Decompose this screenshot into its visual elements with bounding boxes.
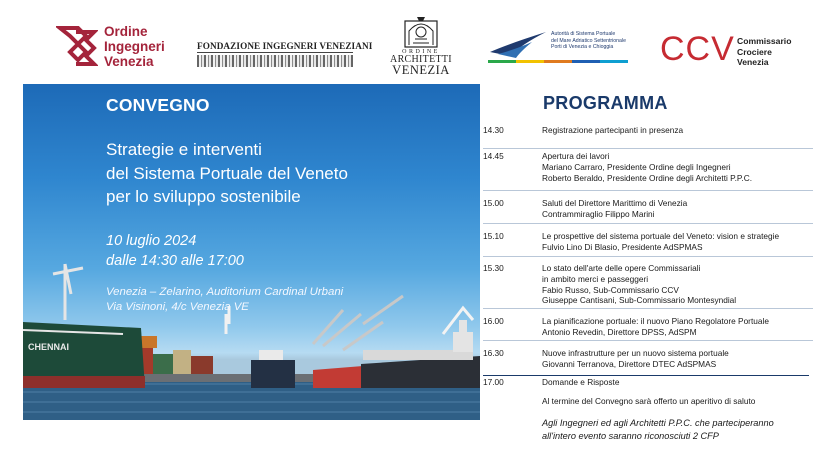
programme-item-line: Antonio Revedin, Direttore DPSS, AdSPM	[542, 326, 697, 337]
event-date-line-2: dalle 14:30 alle 17:00	[106, 253, 244, 269]
asp-color-bars	[488, 60, 628, 63]
programme-item-line: Le prospettive del sistema portuale del Veneto: vision e strategie	[542, 231, 780, 241]
logo-ordine-architetti-venezia	[390, 15, 452, 79]
cfp-note	[542, 417, 813, 443]
programme-final-label: Domande e Risposte	[542, 377, 620, 387]
programme-item	[483, 125, 813, 149]
event-title	[106, 138, 348, 209]
programme-item-line: Nuove infrastrutture per un nuovo sistema portuale	[542, 348, 729, 358]
ship-name-label: CHENNAI	[28, 342, 70, 352]
event-photo-panel	[23, 84, 480, 420]
programme-item	[483, 149, 813, 191]
programme-item-line: Lo stato dell'arte delle opere Commissariali	[542, 263, 701, 273]
programme-item-line: Saluti del Direttore Marittimo di Venezia	[542, 198, 688, 208]
programme-item-line: Roberto Beraldo, Presidente Ordine degli Architetti P.P.C.	[542, 172, 753, 183]
programme-item-line: Fabio Russo, Sub-Commissario CCV	[542, 284, 679, 295]
event-title-line-2: del Sistema Portuale del Veneto	[106, 163, 348, 183]
programme-item-time: 16.30	[483, 348, 504, 358]
fiv-text: FONDAZIONE INGEGNERI VENEZIANI	[197, 41, 373, 51]
programme-list	[483, 125, 813, 373]
oiv-line-2: Ingegneri	[104, 39, 165, 54]
programme-item	[483, 309, 813, 341]
logo-bar	[0, 0, 840, 84]
programme-final-time: 17.00	[483, 377, 504, 387]
programme-item-line: Giovanni Terranova, Direttore DTEC AdSPMAS	[542, 358, 717, 369]
event-title-line-3: per lo sviluppo sostenibile	[106, 187, 301, 206]
fiv-pattern-icon	[197, 55, 353, 67]
programme-divider	[483, 375, 809, 376]
programme-title: PROGRAMMA	[543, 93, 668, 113]
programme-item-line: Giuseppe Cantisani, Sub-Commissario Montesyndial	[542, 295, 737, 306]
ccv-line-1: Commissario	[737, 36, 792, 46]
asp-line-2: del Mare Adriatico Settentrionale	[551, 37, 626, 44]
cfp-line-1: Agli Ingegneri ed agli Architetti P.P.C. che parteciperanno	[542, 417, 774, 428]
logo-fondazione-ingegneri-veneziani	[197, 41, 373, 67]
harbour-scene-image	[23, 84, 480, 420]
logo-commissario-crociere-venezia	[660, 30, 800, 73]
ccv-line-2: Crociere	[737, 46, 772, 57]
ccv-acronym: CCV	[660, 30, 735, 68]
event-venue-line-1: Venezia – Zelarino, Auditorium Cardinal Urbani	[106, 286, 344, 298]
aperitivo-note: Al termine del Convegno sarà offerto un aperitivo di saluto	[542, 395, 756, 406]
programme-item	[483, 257, 813, 309]
programme-item-time: 15.30	[483, 263, 504, 273]
arch-line-2: ARCHITETTI	[390, 54, 452, 65]
programme-item-line: La pianificazione portuale: il nuovo Piano Regolatore Portuale	[542, 316, 769, 326]
arch-line-3: VENEZIA	[392, 63, 450, 77]
programme-item-line: Contrammiraglio Filippo Marini	[542, 208, 655, 219]
programme-item-line: in ambito merci e passeggeri	[542, 273, 649, 284]
event-venue	[106, 285, 343, 315]
programme-item-line: Registrazione partecipanti in presenza	[542, 125, 684, 135]
programme-item-line: Fulvio Lino Di Blasio, Presidente AdSPMAS	[542, 241, 703, 252]
programme-item-line: Mariano Carraro, Presidente Ordine degli Ingegneri	[542, 161, 731, 172]
programme-item-time: 15.10	[483, 231, 504, 241]
logo-ordine-ingegneri-venezia	[56, 22, 176, 70]
oiv-line-3: Venezia	[104, 54, 154, 69]
architetti-crest-icon	[401, 15, 441, 49]
arch-line-1: ORDINE	[402, 49, 440, 55]
asp-line-1: Autorità di Sistema Portuale	[551, 31, 616, 37]
event-date-line-1: 10 luglio 2024	[106, 233, 197, 249]
programme-item-time: 16.00	[483, 316, 504, 326]
programme-item	[483, 191, 813, 224]
ccv-line-3: Venezia	[737, 57, 769, 67]
asp-line-3: Porti di Venezia e Chioggia	[551, 44, 614, 50]
programme-item-line: Apertura dei lavori	[542, 151, 610, 161]
event-heading: CONVEGNO	[106, 95, 210, 115]
port-authority-mark-icon	[488, 30, 548, 60]
oiv-line-1: Ordine	[104, 24, 148, 39]
event-title-line-1: Strategie e interventi	[106, 140, 262, 159]
event-date	[106, 231, 244, 271]
programme-item	[483, 341, 813, 373]
programme-item-time: 15.00	[483, 198, 504, 208]
programme-item	[483, 224, 813, 257]
ordine-ingegneri-mark-icon	[56, 24, 98, 68]
event-venue-line-2: Via Visinoni, 4/c Venezia VE	[106, 301, 249, 313]
logo-autorita-sistema-portuale	[488, 30, 633, 68]
programme-item-time: 14.30	[483, 125, 504, 135]
cfp-line-2: all'intero evento saranno riconosciuti 2 CFP	[542, 430, 719, 441]
programme-final	[483, 377, 813, 443]
programme-item-time: 14.45	[483, 151, 504, 161]
